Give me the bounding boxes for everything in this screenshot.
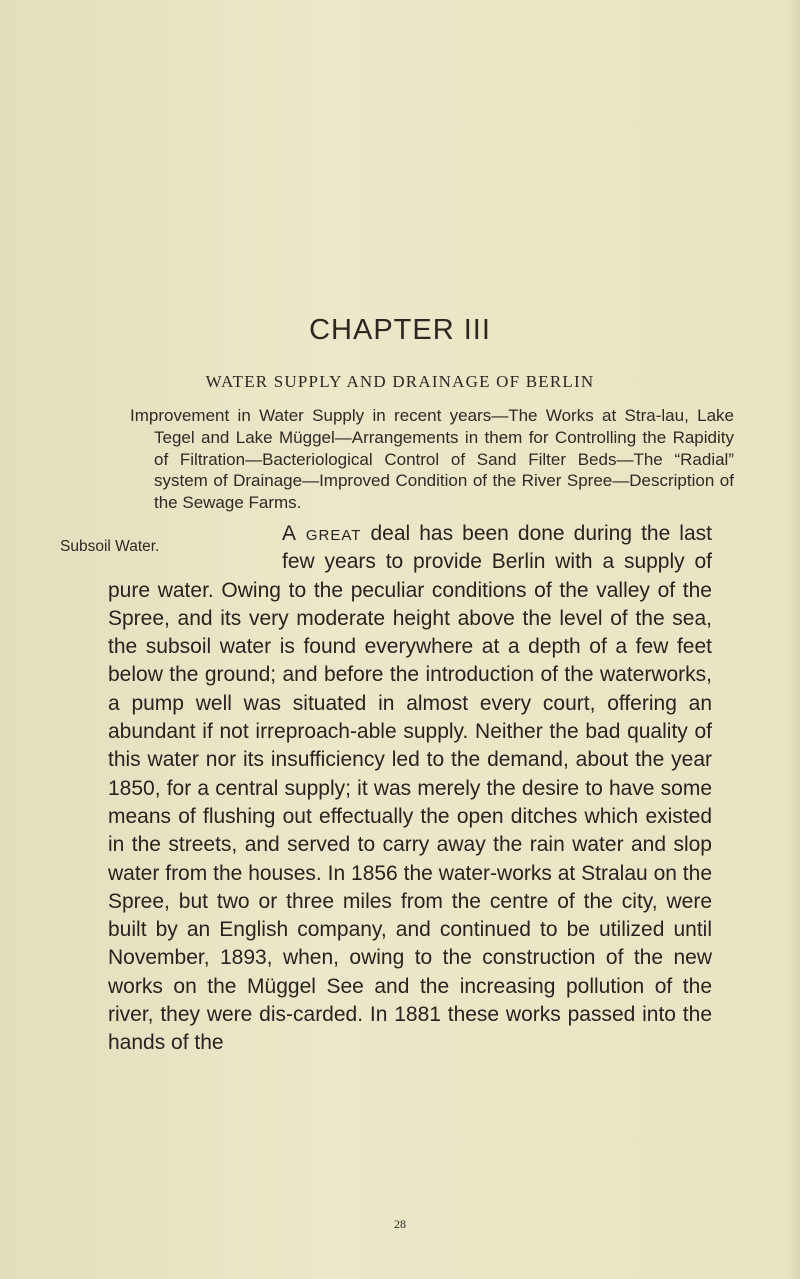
- margin-note: Subsoil Water.: [60, 538, 160, 555]
- chapter-synopsis: Improvement in Water Supply in recent years—The Works at Stra-lau, Lake Tegel and Lake Müggel—Arrangements in them for Controlling the Rapidity of Filtration—Bacteriological Control of Sand Filter Beds—The “Radial” system of Drainage—Improved Condition of the River Spree—Description of the Sewage Farms.: [130, 406, 734, 513]
- body-paragraph: [108, 520, 712, 1058]
- body-second-line: few years to provide Berlin with a supply of: [282, 550, 712, 574]
- body-line-1-rest: deal has been done during the last: [361, 522, 712, 545]
- page-edge-shadow: [786, 0, 800, 1279]
- body-rest: pure water. Owing to the peculiar conditions of the valley of the Spree, and its very moderate height above the level of the sea, the subsoil water is found everywhere at a depth of a few feet below the ground; and before the introduction of the waterworks, a pump well was situated in almost every court, offering an abundant if not irreproach-able supply. Neither the bad quality of this water nor its insufficiency led to the demand, about the year 1850, for a central supply; it was merely the desire to have some means of flushing out effectually the open ditches which existed in the streets, and served to carry away the rain water and slop water from the houses. In 1856 the water-works at Stralau on the Spree, but two or three miles from the centre of the city, were built by an English company, and continued to be utilized until November, 1893, when, owing to the construction of the new works on the Müggel See and the increasing pollution of the river, they were dis-carded. In 1881 these works passed into the hands of the: [108, 578, 712, 1055]
- page-number: 28: [394, 1217, 406, 1231]
- chapter-title: CHAPTER III: [309, 314, 491, 346]
- section-title: WATER SUPPLY AND DRAINAGE OF BERLIN: [205, 372, 595, 391]
- body-first-line: [108, 520, 712, 548]
- opening-words: A great: [282, 522, 362, 545]
